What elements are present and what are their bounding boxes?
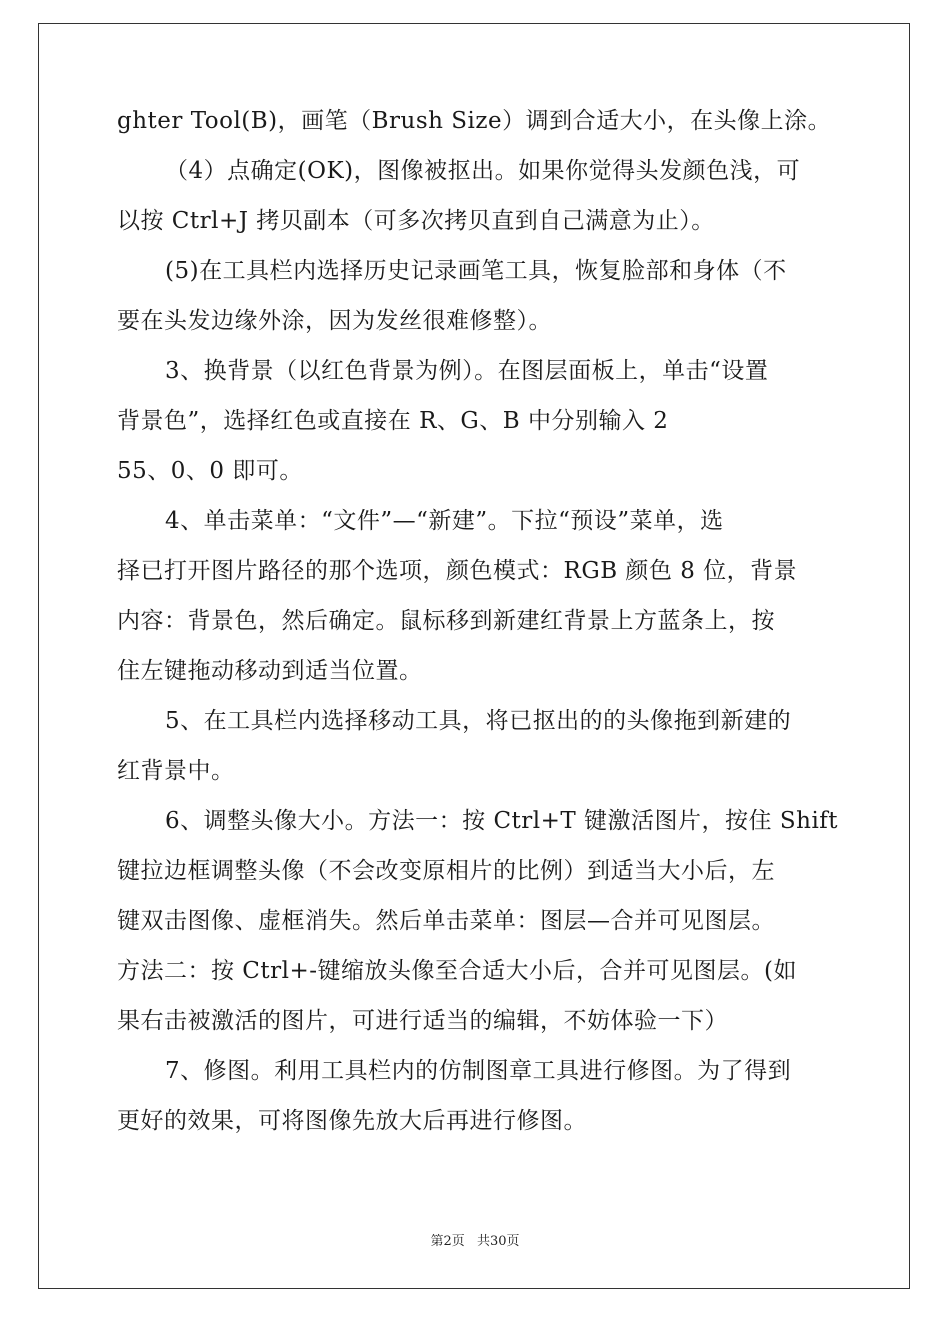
text-line: 以按 Ctrl+J 拷贝副本（可多次拷贝直到自己满意为止）。 bbox=[117, 208, 715, 234]
text-line: (5)在工具栏内选择历史记录画笔工具，恢复脸部和身体（不 bbox=[165, 258, 787, 284]
text-line: 背景色”，选择红色或直接在 R、G、B 中分别输入 2 bbox=[117, 408, 669, 434]
text-line: （4）点确定(OK)，图像被抠出。如果你觉得头发颜色浅，可 bbox=[165, 158, 801, 184]
document-body bbox=[117, 96, 842, 1146]
page-footer bbox=[0, 1233, 950, 1251]
text-line: 红背景中。 bbox=[117, 758, 235, 784]
text-line: 内容：背景色，然后确定。鼠标移到新建红背景上方蓝条上，按 bbox=[117, 608, 775, 634]
text-line: 果右击被激活的图片，可进行适当的编辑，不妨体验一下） bbox=[117, 1008, 728, 1034]
page-total: 共30页 bbox=[476, 1234, 520, 1249]
text-line: 方法二：按 Ctrl+-键缩放头像至合适大小后，合并可见图层。(如 bbox=[117, 958, 798, 984]
text-line: 更好的效果，可将图像先放大后再进行修图。 bbox=[117, 1108, 587, 1134]
text-line: 要在头发边缘外涂，因为发丝很难修整）。 bbox=[117, 308, 552, 334]
text-line: 55、0、0 即可。 bbox=[117, 458, 303, 484]
page-number: 第2页 bbox=[430, 1234, 465, 1249]
text-line: 5、在工具栏内选择移动工具，将已抠出的的头像拖到新建的 bbox=[165, 708, 792, 734]
text-line: 择已打开图片路径的那个选项，颜色模式：RGB 颜色 8 位，背景 bbox=[117, 558, 798, 584]
text-line: 住左键拖动移动到适当位置。 bbox=[117, 658, 423, 684]
text-line: 4、单击菜单：“文件”—“新建”。下拉“预设”菜单，选 bbox=[165, 508, 724, 534]
text-line: 键双击图像、虚框消失。然后单击菜单：图层—合并可见图层。 bbox=[117, 908, 775, 934]
text-line: 6、调整头像大小。方法一：按 Ctrl+T 键激活图片，按住 Shift bbox=[165, 808, 839, 834]
text-line: 3、换背景（以红色背景为例）。在图层面板上，单击“设置 bbox=[165, 358, 769, 384]
text-line: 7、修图。利用工具栏内的仿制图章工具进行修图。为了得到 bbox=[165, 1058, 792, 1084]
text-line: ghter Tool(B)，画笔（Brush Size）调到合适大小，在头像上涂。 bbox=[117, 108, 832, 134]
text-line: 键拉边框调整头像（不会改变原相片的比例）到适当大小后，左 bbox=[117, 858, 775, 884]
